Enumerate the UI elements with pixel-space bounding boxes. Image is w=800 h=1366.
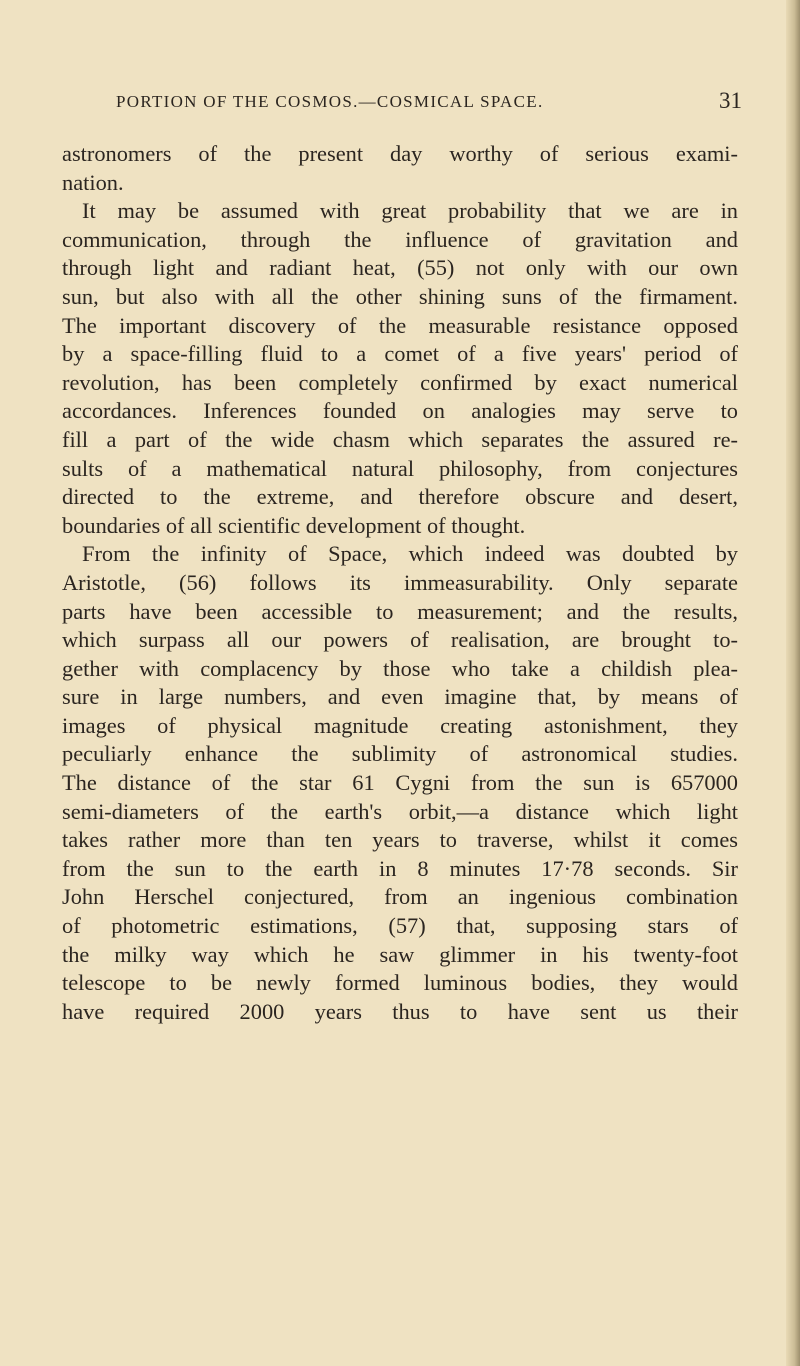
text-line: gether with complacency by those who take a childish plea- [62, 655, 738, 681]
text-line: of photometric estimations, (57) that, supposing stars of [62, 913, 738, 939]
text-line: from the sun to the earth in 8 minutes 17·78 seconds. Sir [62, 855, 738, 881]
text-line: astronomers of the present day worthy of serious exami- [62, 141, 738, 166]
text-line: Aristotle, (56) follows its immeasurability. Only separate [62, 569, 738, 595]
text-line: The distance of the star 61 Cygni from the sun is 657000 [62, 770, 738, 796]
text-line: images of physical magnitude creating astonishment, they [62, 712, 738, 738]
body-text [62, 140, 738, 1026]
text-line: sure in large numbers, and even imagine that, by means of [62, 684, 738, 710]
text-line: sults of a mathematical natural philosophy, from conjectures [62, 455, 738, 481]
text-line: nation. [62, 169, 124, 195]
text-line: semi-diameters of the earth's orbit,—a distance which light [62, 798, 738, 824]
text-line: have required 2000 years thus to have sent us their [62, 998, 738, 1024]
running-title: PORTION OF THE COSMOS.—COSMICAL SPACE. [116, 92, 544, 111]
paragraph [62, 197, 738, 540]
text-line: communication, through the influence of gravitation and [62, 226, 738, 252]
text-line: accordances. Inferences founded on analogies may serve to [62, 398, 738, 424]
page-number: 31 [719, 88, 742, 113]
text-line: directed to the extreme, and therefore obscure and desert, [62, 484, 738, 510]
page-edge-shadow [786, 0, 800, 1366]
running-head [62, 88, 742, 126]
paragraph [62, 540, 738, 1026]
text-line: by a space-filling fluid to a comet of a five years' period of [62, 341, 738, 367]
paragraph [62, 140, 738, 197]
text-line: through light and radiant heat, (55) not only with our own [62, 255, 738, 281]
text-line: It may be assumed with great probability that we are in [82, 198, 738, 224]
text-line: fill a part of the wide chasm which separates the assured re- [62, 426, 738, 452]
text-line: peculiarly enhance the sublimity of astronomical studies. [62, 741, 738, 767]
text-line: parts have been accessible to measurement; and the results, [62, 598, 738, 624]
text-line: boundaries of all scientific development of thought. [62, 512, 526, 538]
text-line: the milky way which he saw glimmer in his twenty-foot [62, 941, 738, 967]
text-line: takes rather more than ten years to traverse, whilst it comes [62, 827, 738, 853]
text-line: The important discovery of the measurable resistance opposed [62, 312, 738, 338]
text-line: From the infinity of Space, which indeed was doubted by [82, 541, 738, 567]
text-line: John Herschel conjectured, from an ingenious combination [62, 884, 738, 910]
text-line: revolution, has been completely confirmed by exact numerical [62, 369, 738, 395]
text-line: telescope to be newly formed luminous bodies, they would [62, 970, 738, 996]
text-line: sun, but also with all the other shining suns of the firmament. [62, 283, 738, 309]
text-line: which surpass all our powers of realisation, are brought to- [62, 627, 738, 653]
